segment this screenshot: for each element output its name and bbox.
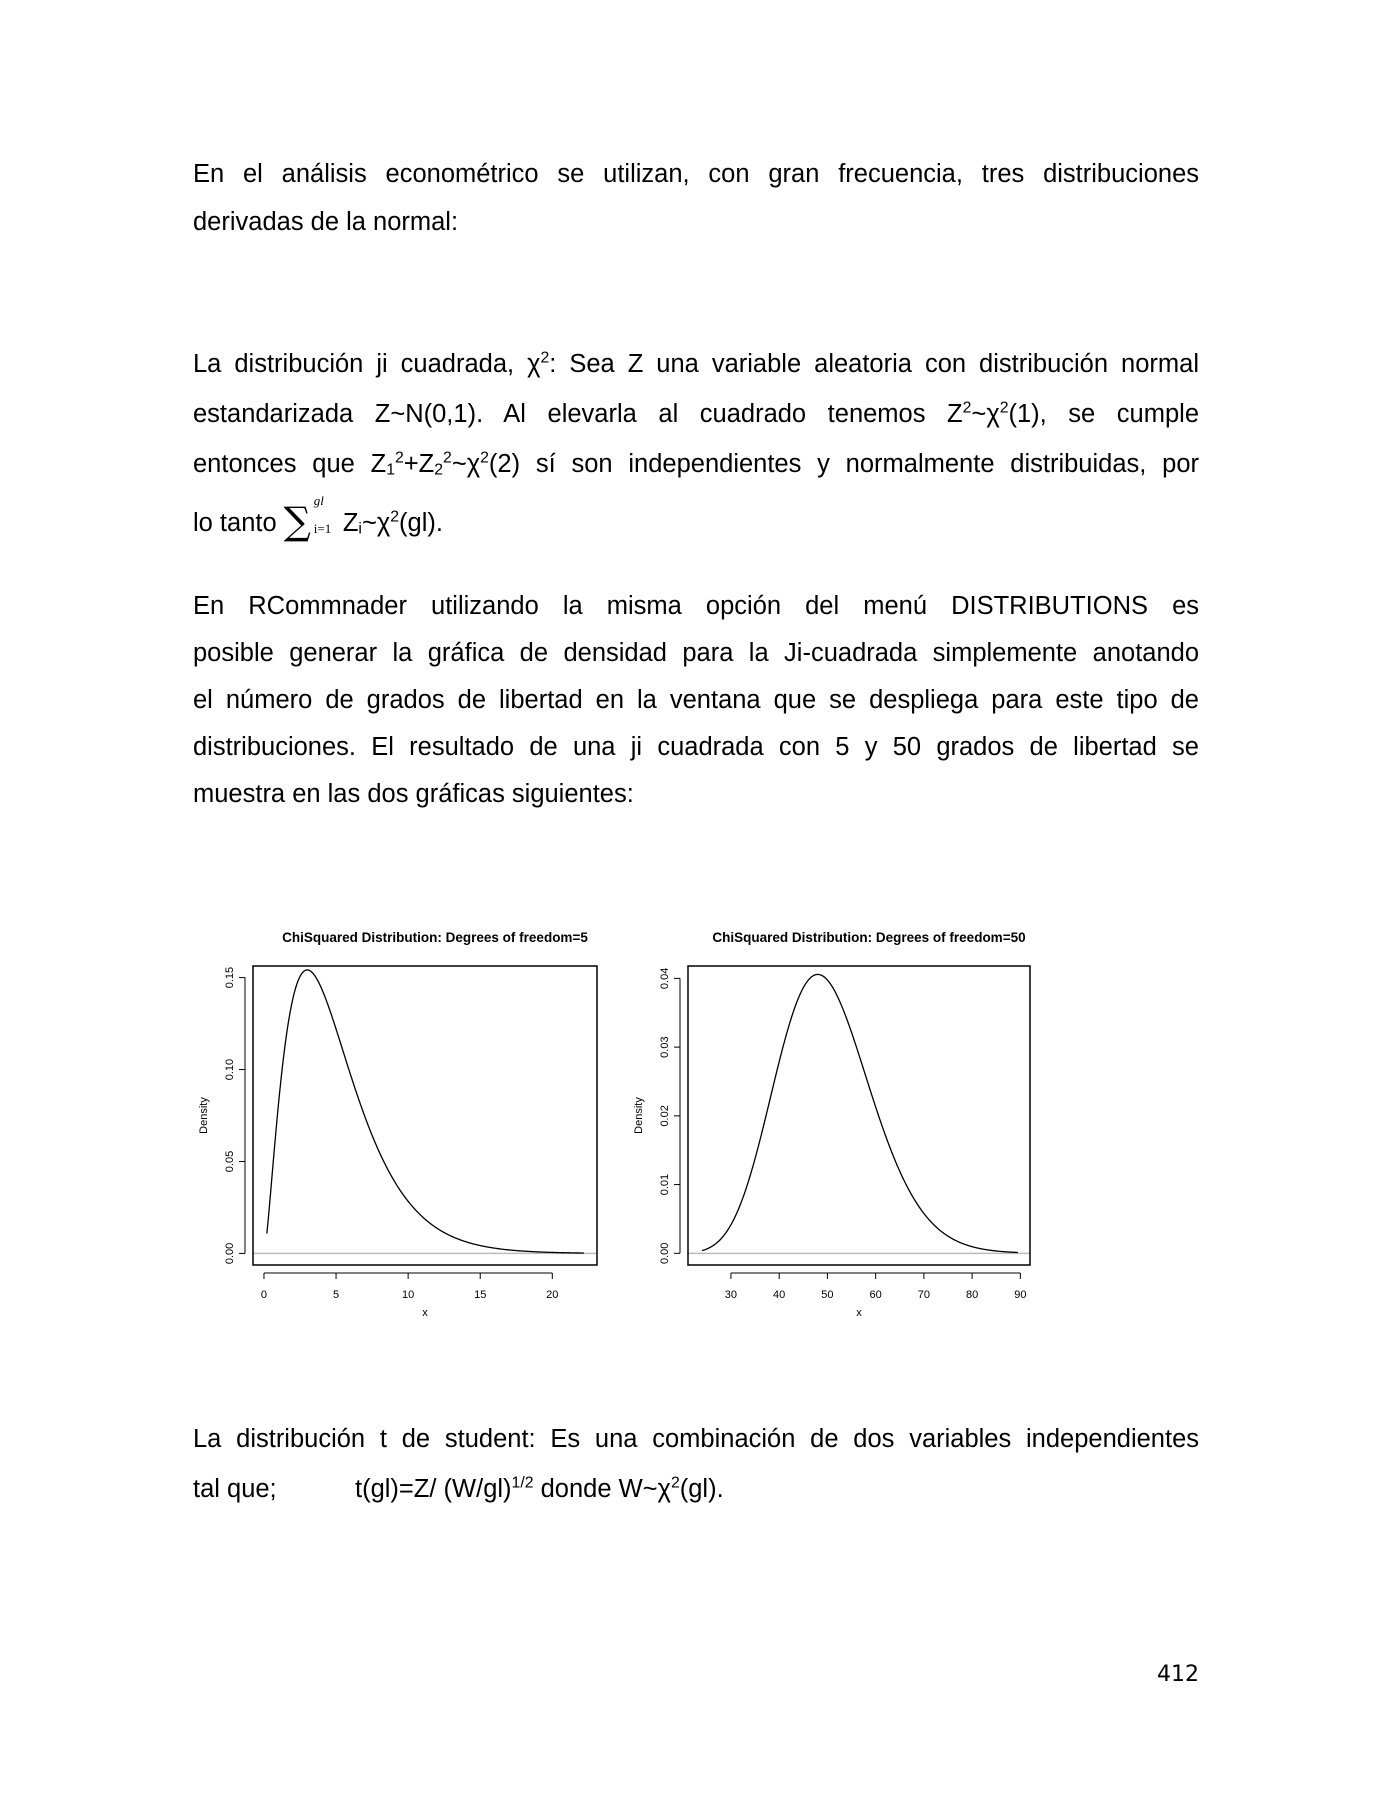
text: donde W~χ	[533, 1475, 671, 1503]
paragraph-chi-line	[193, 450, 1199, 479]
sum-upper-limit: gl	[313, 493, 324, 508]
superscript: 2	[394, 449, 404, 467]
density-curve	[267, 970, 584, 1253]
x-tick-label: 30	[724, 1289, 738, 1301]
y-tick-label: 0.01	[659, 1173, 671, 1196]
x-tick-label: 20	[546, 1289, 559, 1301]
paragraph-rcmdr-line: distribuciones. El resultado de una ji cuadrada con 5 y 50 grados de libertad se	[193, 733, 1199, 761]
superscript: 2	[962, 399, 972, 417]
text: : Sea Z una variable aleatoria con distribución normal	[549, 350, 1199, 378]
y-tick-label: 0.10	[224, 1058, 236, 1081]
x-tick-label: 0	[260, 1289, 268, 1301]
y-tick-label: 0.02	[659, 1105, 671, 1127]
text: lo tanto	[193, 509, 277, 537]
x-tick-label: 80	[965, 1289, 979, 1301]
y-axis-label: Density	[633, 1097, 645, 1134]
x-tick-label: 40	[773, 1289, 786, 1301]
subscript: 1	[386, 461, 395, 479]
x-tick-label: 10	[402, 1289, 415, 1301]
paragraph-rcmdr-line: posible generar la gráfica de densidad para la Ji-cuadrada simplemente anotando	[193, 639, 1199, 667]
text: Z	[342, 509, 359, 537]
paragraph-rcmdr-line: muestra en las dos gráficas siguientes:	[193, 780, 634, 808]
paragraph-chi-line	[193, 493, 1199, 543]
y-tick-label: 0.05	[224, 1150, 236, 1173]
chi-squared-charts	[0, 900, 1391, 1340]
sum-lower-limit: i=1	[313, 521, 332, 536]
y-tick-label: 0.00	[659, 1242, 671, 1265]
superscript: 2	[480, 449, 489, 467]
plot-frame	[688, 966, 1030, 1265]
paragraph-t-line: La distribución t de student: Es una combinación de dos variables independientes	[193, 1425, 1199, 1453]
t-formula	[355, 1475, 724, 1504]
superscript: 1/2	[511, 1474, 534, 1492]
text: entonces que Z	[193, 450, 387, 478]
text: (gl).	[679, 1475, 724, 1503]
superscript: 2	[443, 449, 452, 467]
text: ~χ	[971, 400, 1000, 428]
x-tick-label: 60	[869, 1289, 882, 1301]
y-axis-label: Density	[198, 1097, 210, 1134]
paragraph-t-line	[193, 1475, 1199, 1504]
text: La distribución ji cuadrada, χ	[193, 350, 541, 378]
chart-title: ChiSquared Distribution: Degrees of freedom=50	[712, 930, 1026, 945]
superscript: 2	[390, 508, 400, 526]
text: (gl).	[399, 509, 443, 537]
x-tick-label: 90	[1014, 1289, 1027, 1301]
text: +Z	[403, 450, 435, 478]
x-tick-label: 50	[821, 1289, 834, 1301]
y-tick-label: 0.03	[659, 1036, 671, 1058]
text: (1), se cumple	[1008, 400, 1199, 428]
chart-title: ChiSquared Distribution: Degrees of freedom=5	[282, 930, 588, 945]
y-tick-label: 0.00	[224, 1242, 236, 1265]
x-tick-label: 5	[332, 1289, 340, 1301]
paragraph-chi-line	[193, 350, 1199, 379]
paragraph-intro-line: En el análisis econométrico se utilizan, con gran frecuencia, tres distribuciones	[193, 160, 1199, 188]
paragraph-rcmdr-line: el número de grados de libertad en la ventana que se despliega para este tipo de	[193, 686, 1199, 714]
text: estandarizada Z~N(0,1). Al elevarla al cuadrado tenemos Z	[193, 400, 963, 428]
x-axis-label: x	[856, 1307, 862, 1319]
paragraph-chi-line	[193, 400, 1199, 429]
subscript: i	[358, 520, 362, 538]
subscript: 2	[434, 461, 444, 479]
text: (2) sí son independientes y normalmente distribuidas, por	[488, 450, 1199, 478]
x-tick-label: 15	[474, 1289, 487, 1301]
text: ~χ	[451, 450, 481, 478]
y-tick-label: 0.15	[224, 966, 236, 989]
text: tal que;	[193, 1475, 277, 1503]
page-number: 412	[1157, 1662, 1199, 1687]
x-tick-label: 70	[917, 1289, 931, 1301]
paragraph-rcmdr-line: En RCommnader utilizando la misma opción del menú DISTRIBUTIONS es	[193, 592, 1199, 620]
summation-symbol	[283, 493, 336, 543]
sigma: ∑	[283, 499, 311, 543]
y-tick-label: 0.04	[659, 967, 671, 990]
text: t(gl)=Z/ (W/gl)	[355, 1475, 512, 1503]
density-curve	[702, 974, 1018, 1252]
superscript: 2	[999, 399, 1009, 417]
paragraph-intro-line: derivadas de la normal:	[193, 208, 459, 236]
superscript: 2	[540, 349, 550, 367]
text: ~χ	[361, 509, 391, 537]
x-axis-label: x	[422, 1307, 428, 1319]
plot-frame	[253, 966, 597, 1265]
superscript: 2	[670, 1474, 680, 1492]
